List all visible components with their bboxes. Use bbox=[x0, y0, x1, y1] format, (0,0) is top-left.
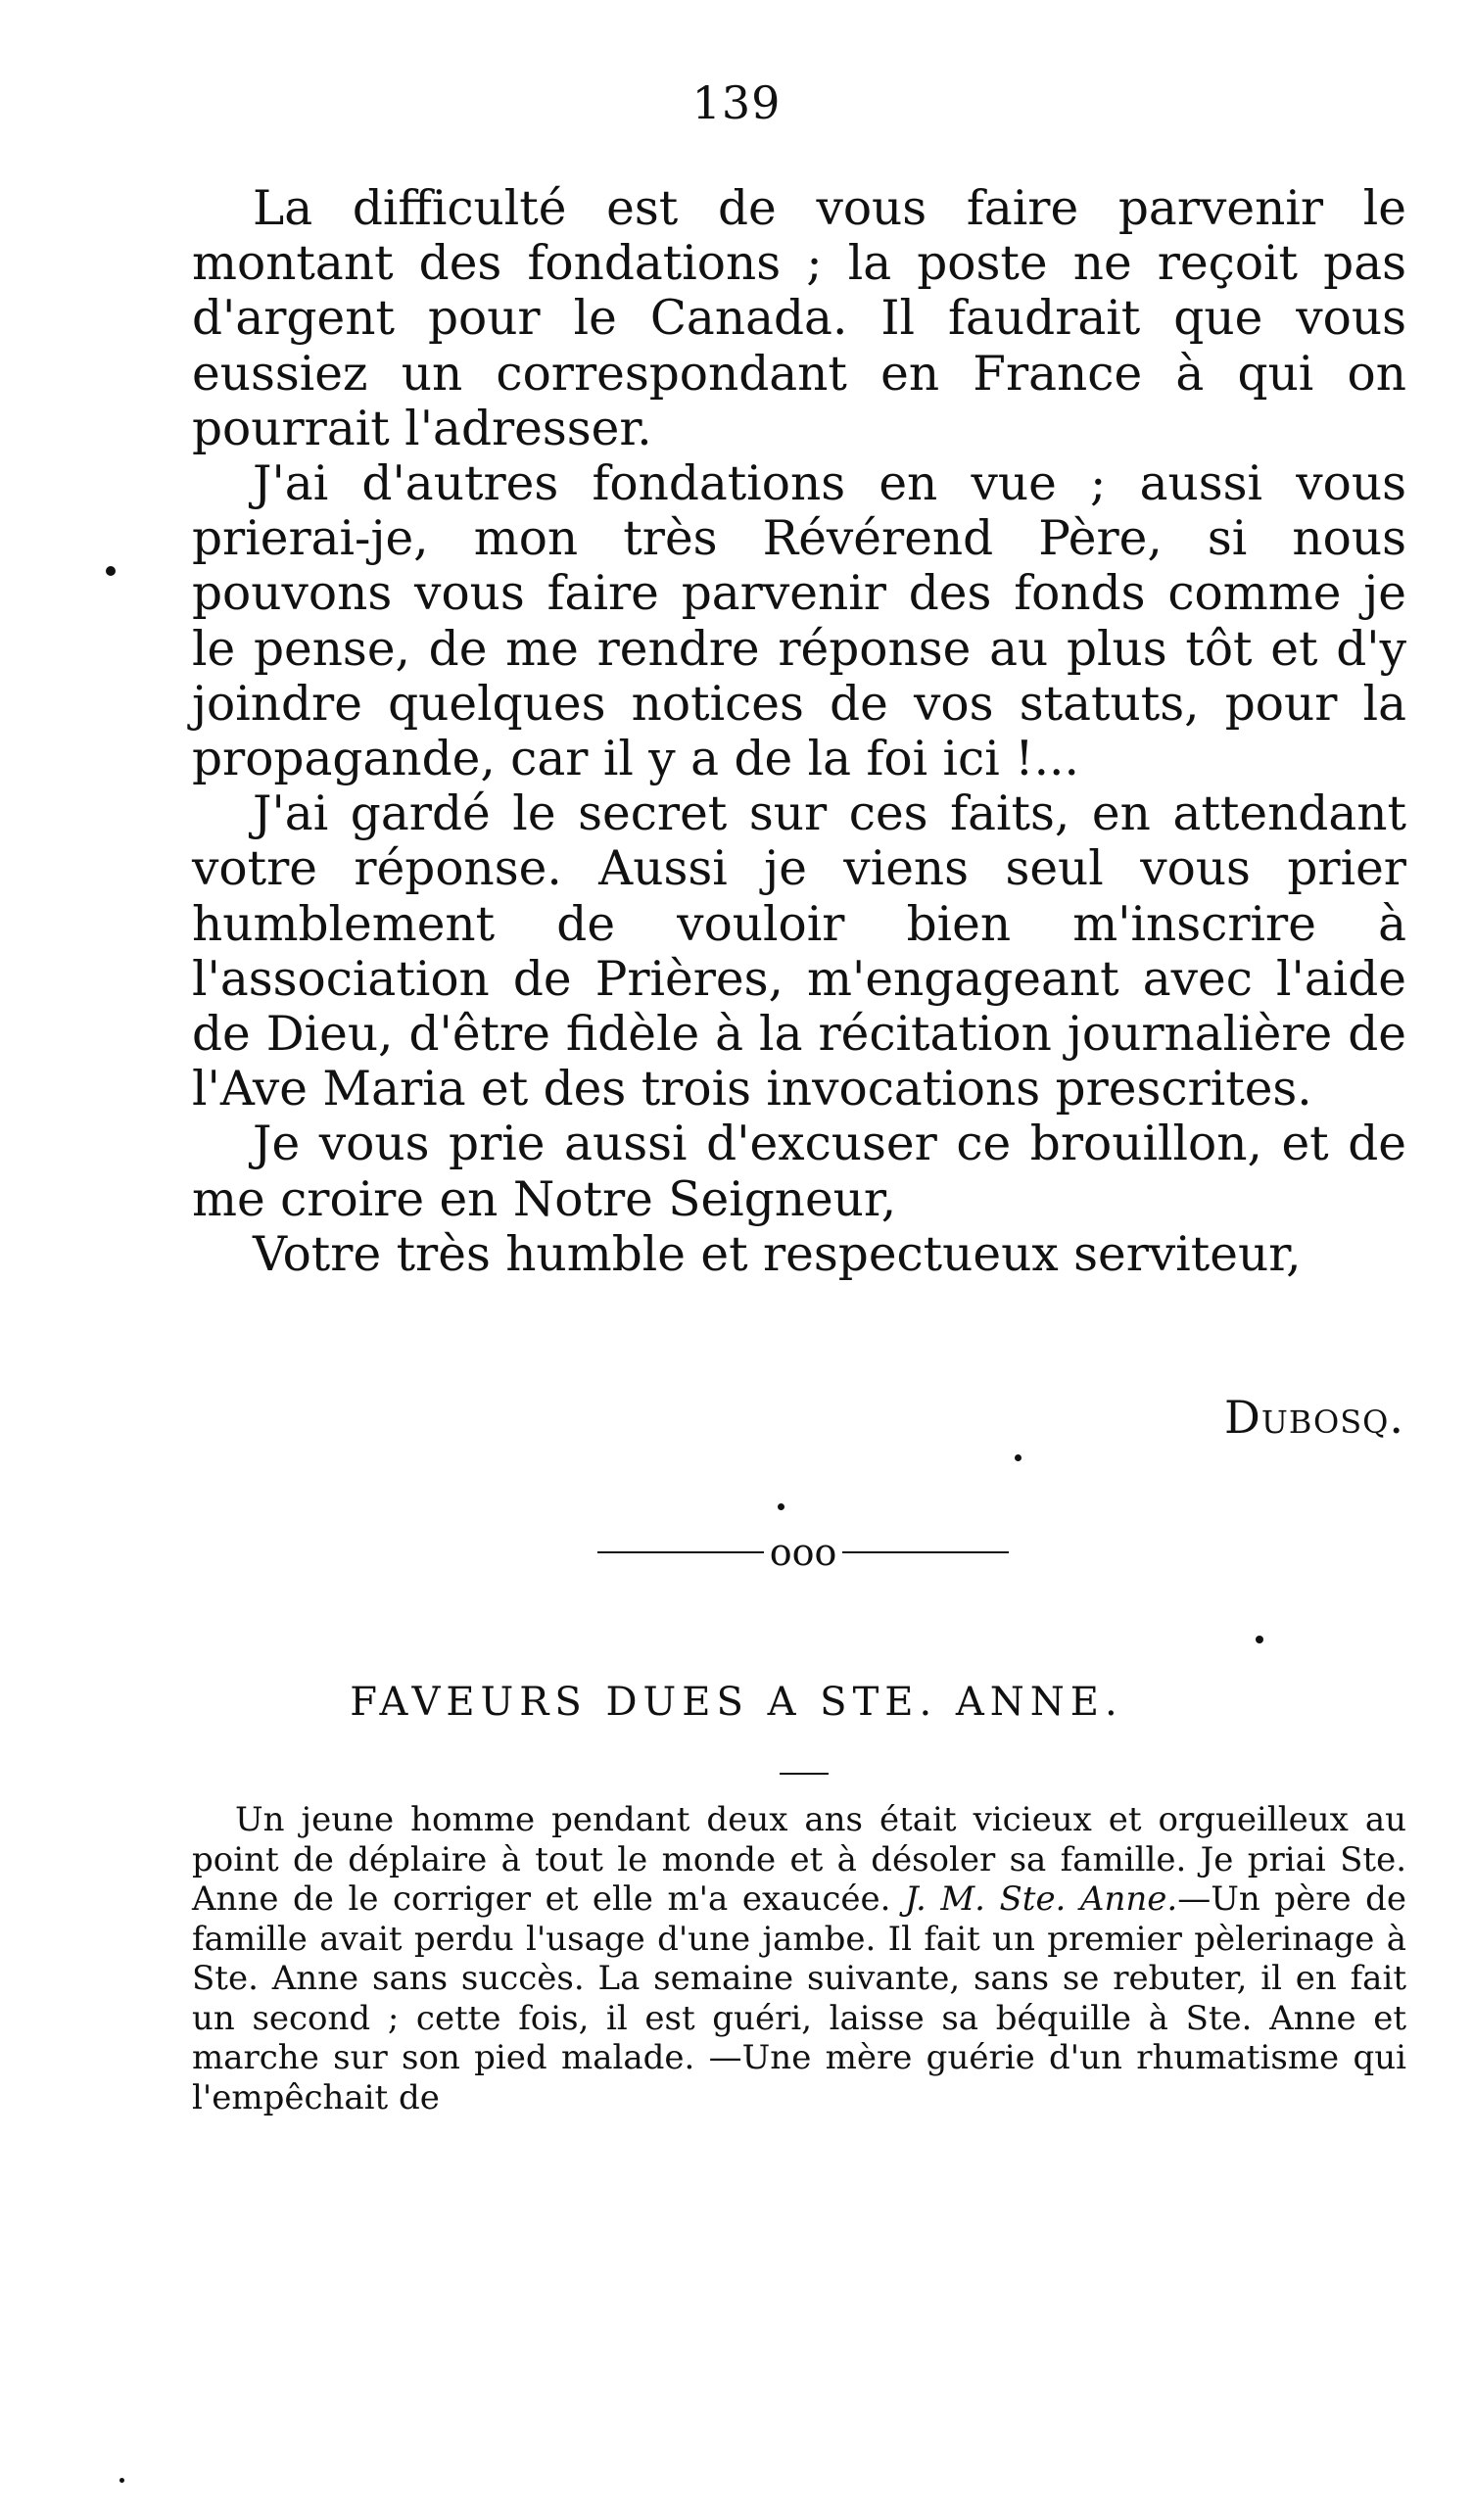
separator-mark: ooo bbox=[769, 1531, 837, 1574]
margin-bullet-mark bbox=[106, 566, 116, 576]
favor-text: Un jeune homme pendant deux ans était vicieux et orgueilleux au point de déplaire à tout le monde et à désoler sa famille. Je priai Ste. Anne de le corriger et elle m'a exaucée. bbox=[192, 1800, 1406, 1919]
page-number: 139 bbox=[691, 76, 782, 129]
letter-paragraph: J'ai d'autres fondations en vue ; aussi vous prierai-je, mon très Révérend Père, si nous pouvons vous faire parvenir des fonds comme je le pense, de me rendre réponse au plus tôt et d'y joindre quelques notices de vos statuts, pour la propagande, car il y a de la foi ici !... bbox=[192, 456, 1406, 787]
letter-paragraph: Je vous prie aussi d'excuser ce brouillon, et de me croire en Notre Seigneur, bbox=[192, 1117, 1406, 1227]
favors-paragraph bbox=[192, 1800, 1406, 2117]
print-speck bbox=[1015, 1454, 1022, 1461]
section-heading: FAVEURS DUES A STE. ANNE. bbox=[350, 1680, 1123, 1725]
letter-closing: Votre très humble et respectueux serviteur, bbox=[253, 1226, 1302, 1282]
print-speck bbox=[778, 1503, 784, 1510]
heading-rule bbox=[780, 1773, 829, 1775]
signature: Dubosq. bbox=[1224, 1391, 1404, 1444]
letter-paragraph: La difficulté est de vous faire parvenir le montant des fondations ; la poste ne reçoit pas d'argent pour le Canada. Il faudrait que vous eussiez un correspondant en France à qui on pourrait l'adresser. bbox=[192, 181, 1406, 456]
print-speck bbox=[119, 2478, 124, 2483]
letter-body bbox=[192, 181, 1406, 1282]
favor-source: J. M. Ste. Anne. bbox=[904, 1879, 1178, 1919]
letter-paragraph: J'ai gardé le secret sur ces faits, en attendant votre réponse. Aussi je viens seul vous prier humblement de vouloir bien m'inscrire à l'association de Prières, m'engageant avec l'aide de Dieu, d'être fidèle à la récitation journalière de l'Ave Maria et des trois invocations prescrites. bbox=[192, 786, 1406, 1117]
separator-rule-left bbox=[597, 1551, 764, 1553]
print-speck bbox=[1256, 1636, 1263, 1643]
separator-rule-right bbox=[842, 1551, 1009, 1553]
section-separator bbox=[597, 1523, 1009, 1582]
favor-text: —Un père de famille avait perdu l'usage d'une jambe. Il fait un premier pèlerinage à Ste. Anne sans succès. La semaine suivante, sans se rebuter, il en fait un second ; cette fois, il est guéri, laisse sa béquille à Ste. Anne et marche sur son pied malade. —Une mère guérie d'un rhumatisme qui l'empêchait de bbox=[192, 1879, 1406, 2117]
